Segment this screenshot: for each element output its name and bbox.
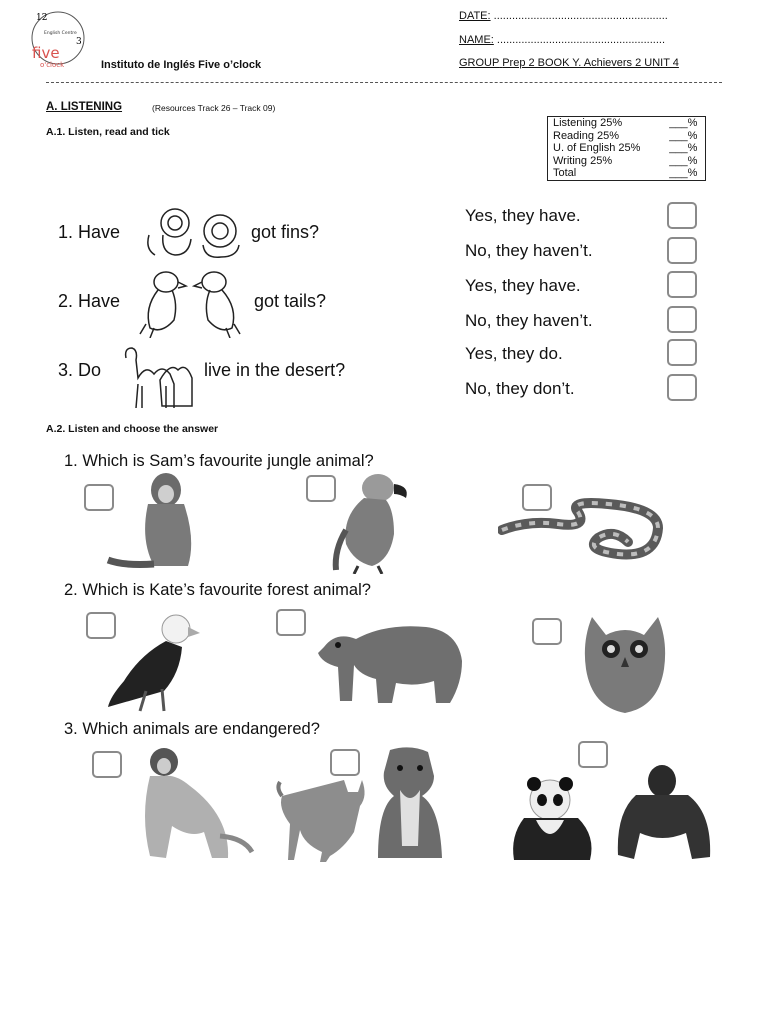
tick-box[interactable] [532, 618, 562, 645]
a1-q1-start: 1. Have [58, 222, 121, 242]
svg-text:o'clock: o'clock [40, 61, 65, 69]
tick-box[interactable] [667, 271, 697, 298]
a1-q3-end: live in the desert? [204, 360, 346, 380]
school-name: Instituto de Inglés Five o’clock [101, 59, 262, 71]
a1-title: A.1. Listen, read and tick [46, 126, 170, 138]
monkey-icon [104, 470, 216, 575]
a1-answer: No, they haven’t. [465, 241, 593, 260]
lion-icon [145, 205, 245, 265]
svg-text:five: five [32, 44, 60, 62]
tick-box[interactable] [330, 749, 360, 776]
eagle-icon [106, 611, 202, 720]
a1-answer: Yes, they have. [465, 276, 581, 295]
svg-text:12: 12 [36, 13, 48, 23]
a1-q2-end: got tails? [254, 291, 327, 311]
score-table [547, 116, 706, 181]
monkey-photo [120, 746, 256, 871]
a2-q3-text: 3. Which animals are endangered? [64, 720, 320, 738]
section-title: A. LISTENING [46, 101, 123, 113]
svg-text:3: 3 [76, 37, 82, 47]
score-row: Reading 25% ___% [553, 129, 698, 142]
date-field[interactable]: DATE: ......................................................... [459, 10, 668, 22]
school-logo [30, 8, 86, 72]
section-note: (Resources Track 26 – Track 09) [152, 103, 276, 113]
score-row: Writing 25% ___% [553, 154, 698, 167]
owl-icon [578, 611, 672, 720]
a1-q2-start: 2. Have [58, 291, 121, 311]
parrot-icon [138, 268, 244, 343]
a1-answer: No, they haven’t. [465, 311, 593, 330]
score-row: Total ___% [553, 167, 698, 180]
name-field[interactable]: NAME: ....................................................... [459, 34, 665, 46]
tick-box[interactable] [667, 339, 697, 366]
a2-q1-text: 1. Which is Sam’s favourite jungle animal? [64, 452, 374, 470]
a1-q3-start: 3. Do [58, 360, 102, 380]
tick-box[interactable] [276, 609, 306, 636]
gorilla-icon [612, 763, 716, 866]
panda-icon [506, 776, 602, 867]
cat-icon [274, 778, 370, 867]
snake-icon [498, 498, 668, 573]
camel-icon [120, 344, 198, 417]
a2-q2-text: 2. Which is Kate’s favourite forest animal? [64, 581, 371, 599]
a1-answer: No, they don’t. [465, 379, 575, 398]
svg-text:English Centre: English Centre [44, 31, 77, 36]
a1-answer: Yes, they have. [465, 206, 581, 225]
score-row: Listening 25% ___% [553, 117, 698, 129]
score-row: U. of English 25% ___% [553, 142, 698, 155]
bear-icon [316, 617, 464, 710]
group-line: GROUP Prep 2 BOOK Y. Achievers 2 UNIT 4 [459, 57, 679, 69]
tick-box[interactable] [667, 306, 697, 333]
a1-q1-end: got fins? [251, 222, 320, 242]
tick-box[interactable] [667, 202, 697, 229]
a2-title: A.2. Listen and choose the answer [46, 423, 219, 435]
tick-box[interactable] [578, 741, 608, 768]
tick-box[interactable] [667, 374, 697, 401]
parrot-photo [328, 470, 414, 579]
a1-answer: Yes, they do. [465, 344, 563, 363]
header-divider [46, 82, 722, 83]
tick-box[interactable] [667, 237, 697, 264]
tick-box[interactable] [92, 751, 122, 778]
dog-icon [370, 746, 450, 865]
